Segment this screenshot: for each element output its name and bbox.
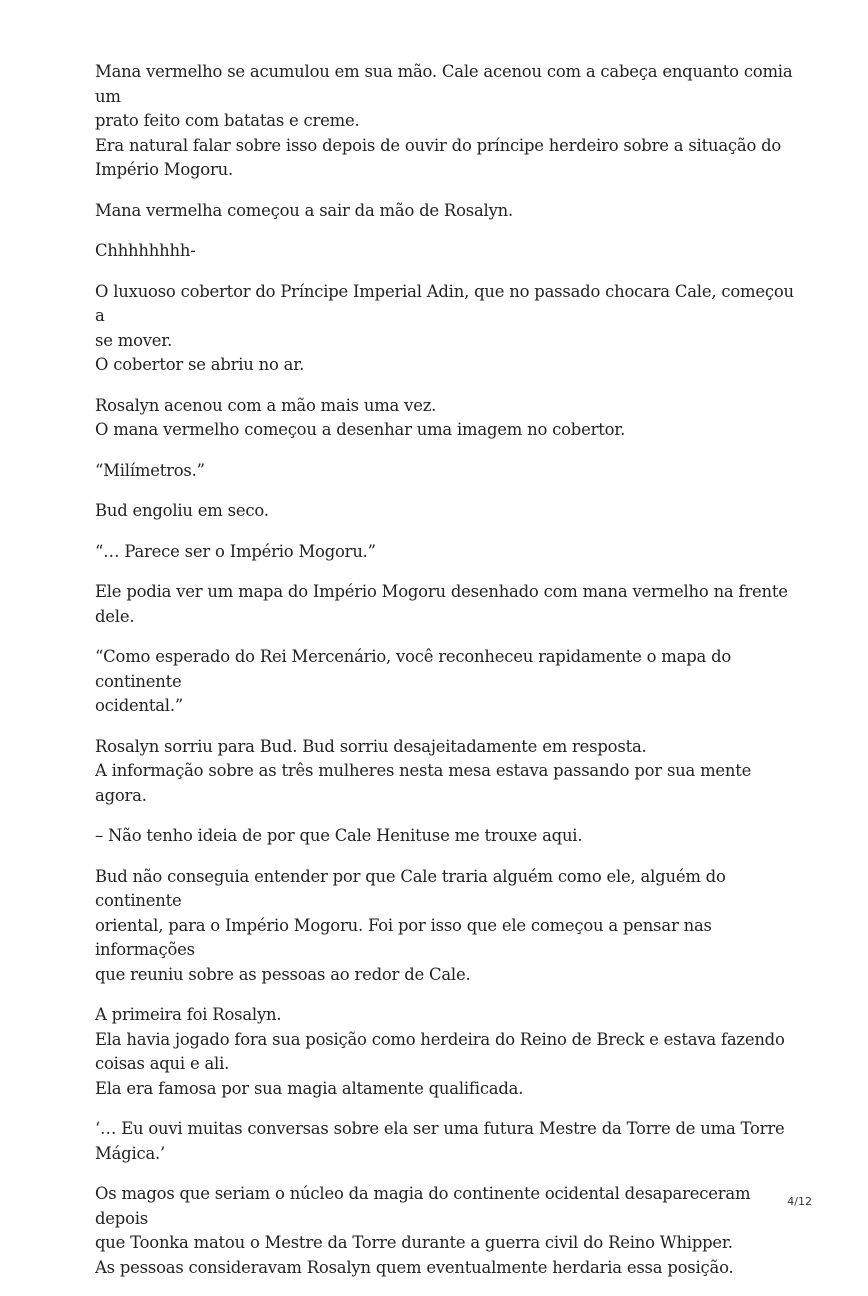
text-line: – Não tenho ideia de por que Cale Henituse me trouxe aqui. bbox=[95, 826, 583, 845]
paragraph bbox=[95, 199, 795, 224]
text-line: O mana vermelho começou a desenhar uma imagem no cobertor. bbox=[95, 420, 626, 439]
text-line: A informação sobre as três mulheres nesta mesa estava passando por sua mente agora. bbox=[95, 761, 757, 805]
text-line: Mana vermelha começou a sair da mão de Rosalyn. bbox=[95, 200, 513, 220]
paragraph bbox=[95, 459, 795, 484]
text-line: prato feito com batatas e creme. bbox=[95, 111, 360, 130]
paragraph bbox=[95, 499, 795, 524]
text-line: O cobertor se abriu no ar. bbox=[95, 355, 305, 374]
text-line: Era natural falar sobre isso depois de ouvir do príncipe herdeiro sobre a situação do bbox=[95, 135, 782, 155]
paragraph bbox=[95, 394, 795, 443]
text-line: Mágica.’ bbox=[95, 1143, 166, 1163]
text-line: que Toonka matou o Mestre da Torre durante a guerra civil do Reino Whipper. bbox=[95, 1233, 733, 1252]
text-line: dele. bbox=[95, 606, 135, 626]
paragraph bbox=[95, 824, 795, 849]
paragraph bbox=[95, 865, 795, 988]
paragraph bbox=[95, 1182, 795, 1280]
text-line: “Milímetros.” bbox=[95, 460, 205, 480]
text-line: Mana vermelho se acumulou em sua mão. Cale acenou com a cabeça enquanto comia um bbox=[95, 62, 798, 106]
text-line: “Como esperado do Rei Mercenário, você reconheceu rapidamente o mapa do continente bbox=[95, 647, 737, 691]
paragraph bbox=[95, 645, 795, 719]
text-line: Ela havia jogado fora sua posição como herdeira do Reino de Breck e estava fazendo bbox=[95, 1029, 785, 1049]
text-line: Chhhhhhhh- bbox=[95, 241, 196, 260]
paragraph bbox=[95, 280, 799, 378]
text-line: coisas aqui e ali. bbox=[95, 1054, 230, 1073]
text-line: Ele podia ver um mapa do Império Mogoru desenhado com mana vermelho na frente bbox=[95, 582, 788, 601]
paragraph bbox=[95, 580, 795, 629]
text-line: Bud engoliu em seco. bbox=[95, 501, 269, 520]
text-line: oriental, para o Império Mogoru. Foi por isso que ele começou a pensar nas informações bbox=[95, 915, 717, 959]
paragraph bbox=[95, 1117, 795, 1166]
text-line: O luxuoso cobertor do Príncipe Imperial Adin, que no passado chocara Cale, começou a bbox=[95, 281, 799, 325]
text-line: Rosalyn sorriu para Bud. Bud sorriu desajeitadamente em resposta. bbox=[95, 736, 647, 756]
text-line: ocidental.” bbox=[95, 696, 184, 715]
text-line: que reuniu sobre as pessoas ao redor de Cale. bbox=[95, 964, 471, 984]
paragraph bbox=[95, 60, 798, 183]
paragraph bbox=[95, 540, 795, 565]
text-line: se mover. bbox=[95, 330, 173, 350]
paragraph bbox=[95, 239, 795, 264]
text-line: ‘… Eu ouvi muitas conversas sobre ela ser uma futura Mestre da Torre de uma Torre bbox=[95, 1119, 785, 1138]
text-line: A primeira foi Rosalyn. bbox=[95, 1005, 282, 1024]
text-line: Os magos que seriam o núcleo da magia do continente ocidental desapareceram depois bbox=[95, 1184, 756, 1228]
text-line: As pessoas consideravam Rosalyn quem eventualmente herdaria essa posição. bbox=[95, 1257, 734, 1277]
text-line: Ela era famosa por sua magia altamente qualificada. bbox=[95, 1078, 524, 1098]
text-line: “… Parece ser o Império Mogoru.” bbox=[95, 541, 376, 561]
page-number: 4/12 bbox=[787, 1195, 812, 1208]
document-body bbox=[95, 60, 799, 1296]
text-line: Império Mogoru. bbox=[95, 160, 233, 179]
paragraph bbox=[95, 1003, 795, 1101]
text-line: Rosalyn acenou com a mão mais uma vez. bbox=[95, 395, 437, 415]
text-line: Bud não conseguia entender por que Cale traria alguém como ele, alguém do continente bbox=[95, 866, 731, 910]
paragraph bbox=[95, 735, 795, 809]
